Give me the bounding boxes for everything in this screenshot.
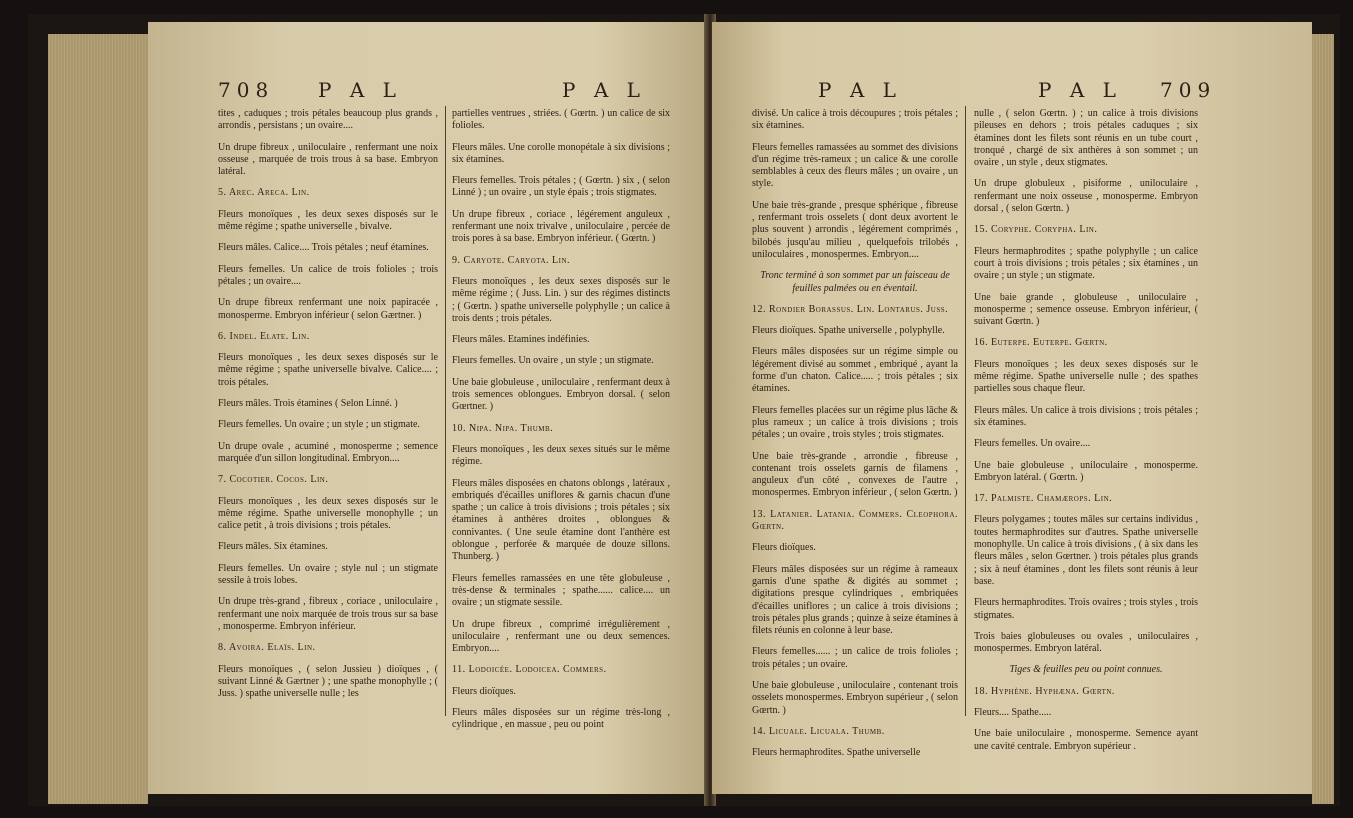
text-paragraph: Un drupe ovale , acuminé , monosperme ; semence marquée d'un sillon longitudinal. Embryon.... — [218, 440, 438, 464]
section-note: Tiges & feuilles peu ou point connues. — [1009, 664, 1163, 676]
genus-heading: 11. Lodoicée. Lodoicea. Commers. — [452, 664, 607, 676]
text-paragraph: nulle , ( selon Gœrtn. ) ; un calice à trois divisions pileuses en dehors ; trois pétales caduques ; six étamines dont les filets sont réunis en un tube court , tronqué , chargé de six anthères à son sommet ; un ovaire , un style , deux stigmates. — [974, 108, 1198, 169]
genus-heading: 7. Cocotier. Cocos. Lin. — [218, 474, 329, 486]
text-paragraph: Fleurs dioïques. — [752, 542, 816, 554]
text-paragraph: Fleurs mâles. Une corolle monopétale à six divisions ; six étamines. — [452, 141, 670, 165]
text-paragraph: Fleurs dioïques. — [452, 685, 516, 697]
text-paragraph: Fleurs monoïques , les deux sexes disposés sur le même régime ; ( Juss. Lin. ) sur des régimes distincts ; ( Gœrtn. ) spathe universelle polyphylle ; un calice à trois dents ; trois pétales. — [452, 275, 670, 324]
text-paragraph: Fleurs femelles. Trois pétales ; ( Gœrtn. ) six , ( selon Linné ) ; un ovaire , un style épais ; trois stigmates. — [452, 175, 670, 199]
genus-heading: 12. Rondier Borassus. Lin. Lontarus. Juss. — [752, 303, 949, 315]
text-paragraph: Fleurs mâles disposées en chatons oblongs , latéraux , embriqués d'écailles uniflores & garnis chacun d'une spathe ; un calice à trois divisions ; trois pétales ; six étamines à anthères droites , oblongues & connivantes. ( Une seule étamine dont l'anthère est oblongue , perforée & marquée de douze sillons. Thunberg. ) — [452, 477, 670, 563]
text-paragraph: Une baie grande , globuleuse , uniloculaire , monosperme ; semence osseuse. Embryon inférieur, ( suivant Gœrtn. ) — [974, 291, 1198, 328]
right-header-col2: P A L — [1038, 78, 1122, 102]
right-page-number: 709 — [1160, 78, 1217, 102]
text-paragraph: Fleurs femelles ramassées au sommet des divisions d'un régime très-rameux ; un calice & une corolle semblables à ceux des fleurs mâles ; un ovaire , un style. — [752, 141, 958, 190]
text-paragraph: Fleurs monoïques ; les deux sexes disposés sur le même régime. Spathe universelle nulle ; des spathes partielles sous chaque fleur. — [974, 358, 1198, 395]
text-paragraph: Fleurs mâles disposées sur un régime très-long , cylindrique , en massue , peu ou point — [452, 706, 670, 731]
text-paragraph: Un drupe fibreux , coriace , légérement anguleux , renfermant une noix trivalve , uniloculaire , percée de trois pores à sa base. Embryon inférieur. ( Gœrtn. ) — [452, 208, 670, 245]
text-paragraph: Fleurs mâles disposées sur un régime à rameaux garnis d'une spathe & digités au sommet ; digitations presque cylindriques , embriquées d'écailles uniflores ; un calice à trois divisions ; trois pétales plus grands ; quinze à seize étamines à filets réunis en colonne à leur base. — [752, 563, 958, 637]
genus-heading: 6. Indel. Elate. Lin. — [218, 330, 310, 342]
genus-heading: 15. Coryphe. Corypha. Lin. — [974, 224, 1098, 236]
right-column-1 — [752, 108, 958, 768]
left-page — [148, 22, 708, 794]
genus-heading: 17. Palmiste. Chamærops. Lin. — [974, 493, 1113, 505]
text-paragraph: partielles ventrues , striées. ( Gœrtn. ) un calice de six folioles. — [452, 108, 670, 132]
text-paragraph: Fleurs monoïques , les deux sexes disposés sur le même régime ; spathe universelle , bivalve. — [218, 208, 438, 233]
right-header-col1: P A L — [818, 78, 902, 102]
genus-heading: 8. Avoira. Elaïs. Lin. — [218, 642, 316, 654]
text-paragraph: Fleurs polygames ; toutes mâles sur certains individus , toutes hermaphrodites sur d'autres. Spathe universelle monophylle. Un calice à trois divisions , ( à six dans les fleurs mâles , selon Gœrtner. ) trois pétales plus grands ; six à neuf étamines , dont les filets sont réunis à leur base. — [974, 514, 1198, 587]
text-paragraph: Fleurs mâles. Calice.... Trois pétales ; neuf étamines. — [218, 242, 429, 254]
text-paragraph: Un drupe très-grand , fibreux , coriace , uniloculaire , renfermant une noix marquée de trois trous sur sa base , monosperme. Embryon inférieur. — [218, 596, 438, 632]
text-paragraph: Fleurs monoïques , les deux sexes disposés sur le même régime. Spathe universelle monophylle ; un calice petit , à trois divisions ; trois pétales. — [218, 495, 438, 532]
left-page-edges — [48, 34, 148, 804]
genus-heading: 5. Arec. Areca. Lin. — [218, 187, 310, 199]
section-note: Tronc terminé à son sommet par un faisceau de feuilles palmées ou en éventail. — [760, 270, 950, 294]
text-paragraph: Fleurs hermaphrodites ; spathe polyphylle ; un calice court à trois divisions ; trois pétales ; six étamines , un ovaire ; un style ; un stigmate. — [974, 245, 1198, 282]
text-paragraph: Une baie globuleuse , uniloculaire , contenant trois osselets monospermes. Embryon supérieur , ( selon Gœrtn. ) — [752, 679, 958, 716]
text-paragraph: Fleurs hermaphrodites. Spathe universelle — [752, 747, 921, 759]
right-column-2 — [974, 108, 1198, 762]
text-paragraph: Fleurs mâles. Etamines indéfinies. — [452, 334, 590, 346]
text-paragraph: Fleurs monoïques , ( selon Jussieu ) dioïques , ( suivant Linné & Gærtner ) ; une spathe monophylle ; ( Juss. ) spathe universelle nulle ; les — [218, 663, 438, 700]
text-paragraph: Fleurs.... Spathe..... — [974, 706, 1052, 718]
text-paragraph: Trois baies globuleuses ou ovales , uniloculaires , monospermes. Embryon latéral. — [974, 630, 1198, 655]
text-paragraph: Fleurs monoïques , les deux sexes disposés sur le même régime ; spathe universelle bivalve. Calice.... ; trois pétales. — [218, 352, 438, 388]
text-paragraph: divisé. Un calice à trois découpures ; trois pétales ; six étamines. — [752, 108, 958, 132]
text-paragraph: Fleurs mâles. Trois étamines ( Selon Linné. ) — [218, 398, 398, 410]
text-paragraph: Une baie très-grande , arrondie , fibreuse , contenant trois osselets garnis de filamens , anguleux d'un côté , convexes de l'autre , monospermes. Embryon inférieur , ( selon Gœrtn. ) — [752, 450, 958, 499]
text-paragraph: Fleurs mâles. Un calice à trois divisions ; trois pétales ; six étamines. — [974, 404, 1198, 428]
text-paragraph: Un drupe globuleux , pisiforme , uniloculaire , renfermant une noix osseuse , monosperme. Embryon dorsal , ( selon Gœrtn. ) — [974, 178, 1198, 215]
text-paragraph: Fleurs femelles. Un calice de trois folioles ; trois pétales ; un ovaire.... — [218, 263, 438, 287]
genus-heading: 18. Hyphène. Hyphæna. Gœrtn. — [974, 685, 1115, 697]
text-paragraph: Fleurs femelles. Un ovaire.... — [974, 438, 1091, 450]
text-paragraph: Fleurs hermaphrodites. Trois ovaires ; trois styles , trois stigmates. — [974, 597, 1198, 621]
text-paragraph: tites , caduques ; trois pétales beaucoup plus grands , arrondis , persistans ; un ovaire.... — [218, 108, 438, 132]
text-paragraph: Fleurs mâles disposées sur un régime simple ou légérement divisé au sommet , embriqué , ayant la forme d'un chaton. Calice..... ; trois pétales ; six étamines. — [752, 346, 958, 395]
genus-heading: 13. Latanier. Latania. Commers. Cleophora. Gœrtn. — [752, 508, 958, 533]
text-paragraph: Fleurs femelles. Un ovaire , un style ; un stigmate. — [452, 355, 654, 367]
left-column-1 — [218, 108, 438, 709]
text-paragraph: Fleurs monoïques , les deux sexes situés sur le même régime. — [452, 443, 670, 468]
genus-heading: 16. Euterpe. Euterpe. Gœrtn. — [974, 337, 1108, 349]
left-column-rule — [445, 106, 446, 716]
genus-heading: 9. Caryote. Caryota. Lin. — [452, 254, 571, 266]
left-header-col2: P A L — [562, 78, 646, 102]
text-paragraph: Fleurs mâles. Six étamines. — [218, 541, 328, 553]
left-page-number: 708 — [218, 78, 275, 102]
text-paragraph: Fleurs femelles ramassées en une tête globuleuse , très-dense & terminales ; spathe...... calice.... un ovaire ; un stigmate sessile. — [452, 572, 670, 609]
text-paragraph: Une baie uniloculaire , monosperme. Semence ayant une cavité centrale. Embryon supérieur . — [974, 728, 1198, 752]
left-column-2 — [452, 108, 670, 741]
text-paragraph: Une baie globuleuse , uniloculaire , renfermant deux à trois semences oblongues. Embryon dorsal. ( selon Gœrtner. ) — [452, 376, 670, 413]
genus-heading: 10. Nipa. Nipa. Thumb. — [452, 422, 554, 434]
right-page-edges — [1312, 34, 1334, 804]
text-paragraph: Une baie globuleuse , uniloculaire , monosperme. Embryon latéral. ( Gœrtn. ) — [974, 459, 1198, 483]
text-paragraph: Un drupe fibreux , comprimé irrégulièrement , uniloculaire , renfermant une ou deux semences. Embryon.... — [452, 618, 670, 655]
right-column-rule — [965, 106, 966, 716]
text-paragraph: Fleurs dioïques. Spathe universelle , polyphylle. — [752, 325, 945, 337]
text-paragraph: Fleurs femelles. Un ovaire ; style nul ; un stigmate sessile à trois lobes. — [218, 562, 438, 587]
genus-heading: 14. Licuale. Licuala. Thumb. — [752, 725, 885, 737]
text-paragraph: Fleurs femelles. Un ovaire ; un style ; un stigmate. — [218, 419, 420, 431]
text-paragraph: Une baie très-grande , presque sphérique , fibreuse , renfermant trois osselets ( dont deux avortent le plus souvent ) arrondis , légérement comprimés , bilobés jusqu'au milieu , quelquefois trilobés , uniloculaires , monospermes. Embryon.... — [752, 199, 958, 260]
text-paragraph: Fleurs femelles...... ; un calice de trois folioles ; trois pétales ; un ovaire. — [752, 646, 958, 670]
right-page — [712, 22, 1312, 794]
left-header-col1: P A L — [318, 78, 402, 102]
open-book — [28, 14, 1340, 806]
text-paragraph: Fleurs femelles placées sur un régime plus lâche & plus rameux ; un calice à trois divisions ; trois pétales ; un ovaire , trois styles ; trois stigmates. — [752, 404, 958, 441]
text-paragraph: Un drupe fibreux renfermant une noix papiracée , monosperme. Embryon inférieur ( selon Gærtner. ) — [218, 297, 438, 321]
text-paragraph: Un drupe fibreux , uniloculaire , renfermant une noix osseuse , marquée de trois trous à sa base. Embryon latéral. — [218, 141, 438, 178]
